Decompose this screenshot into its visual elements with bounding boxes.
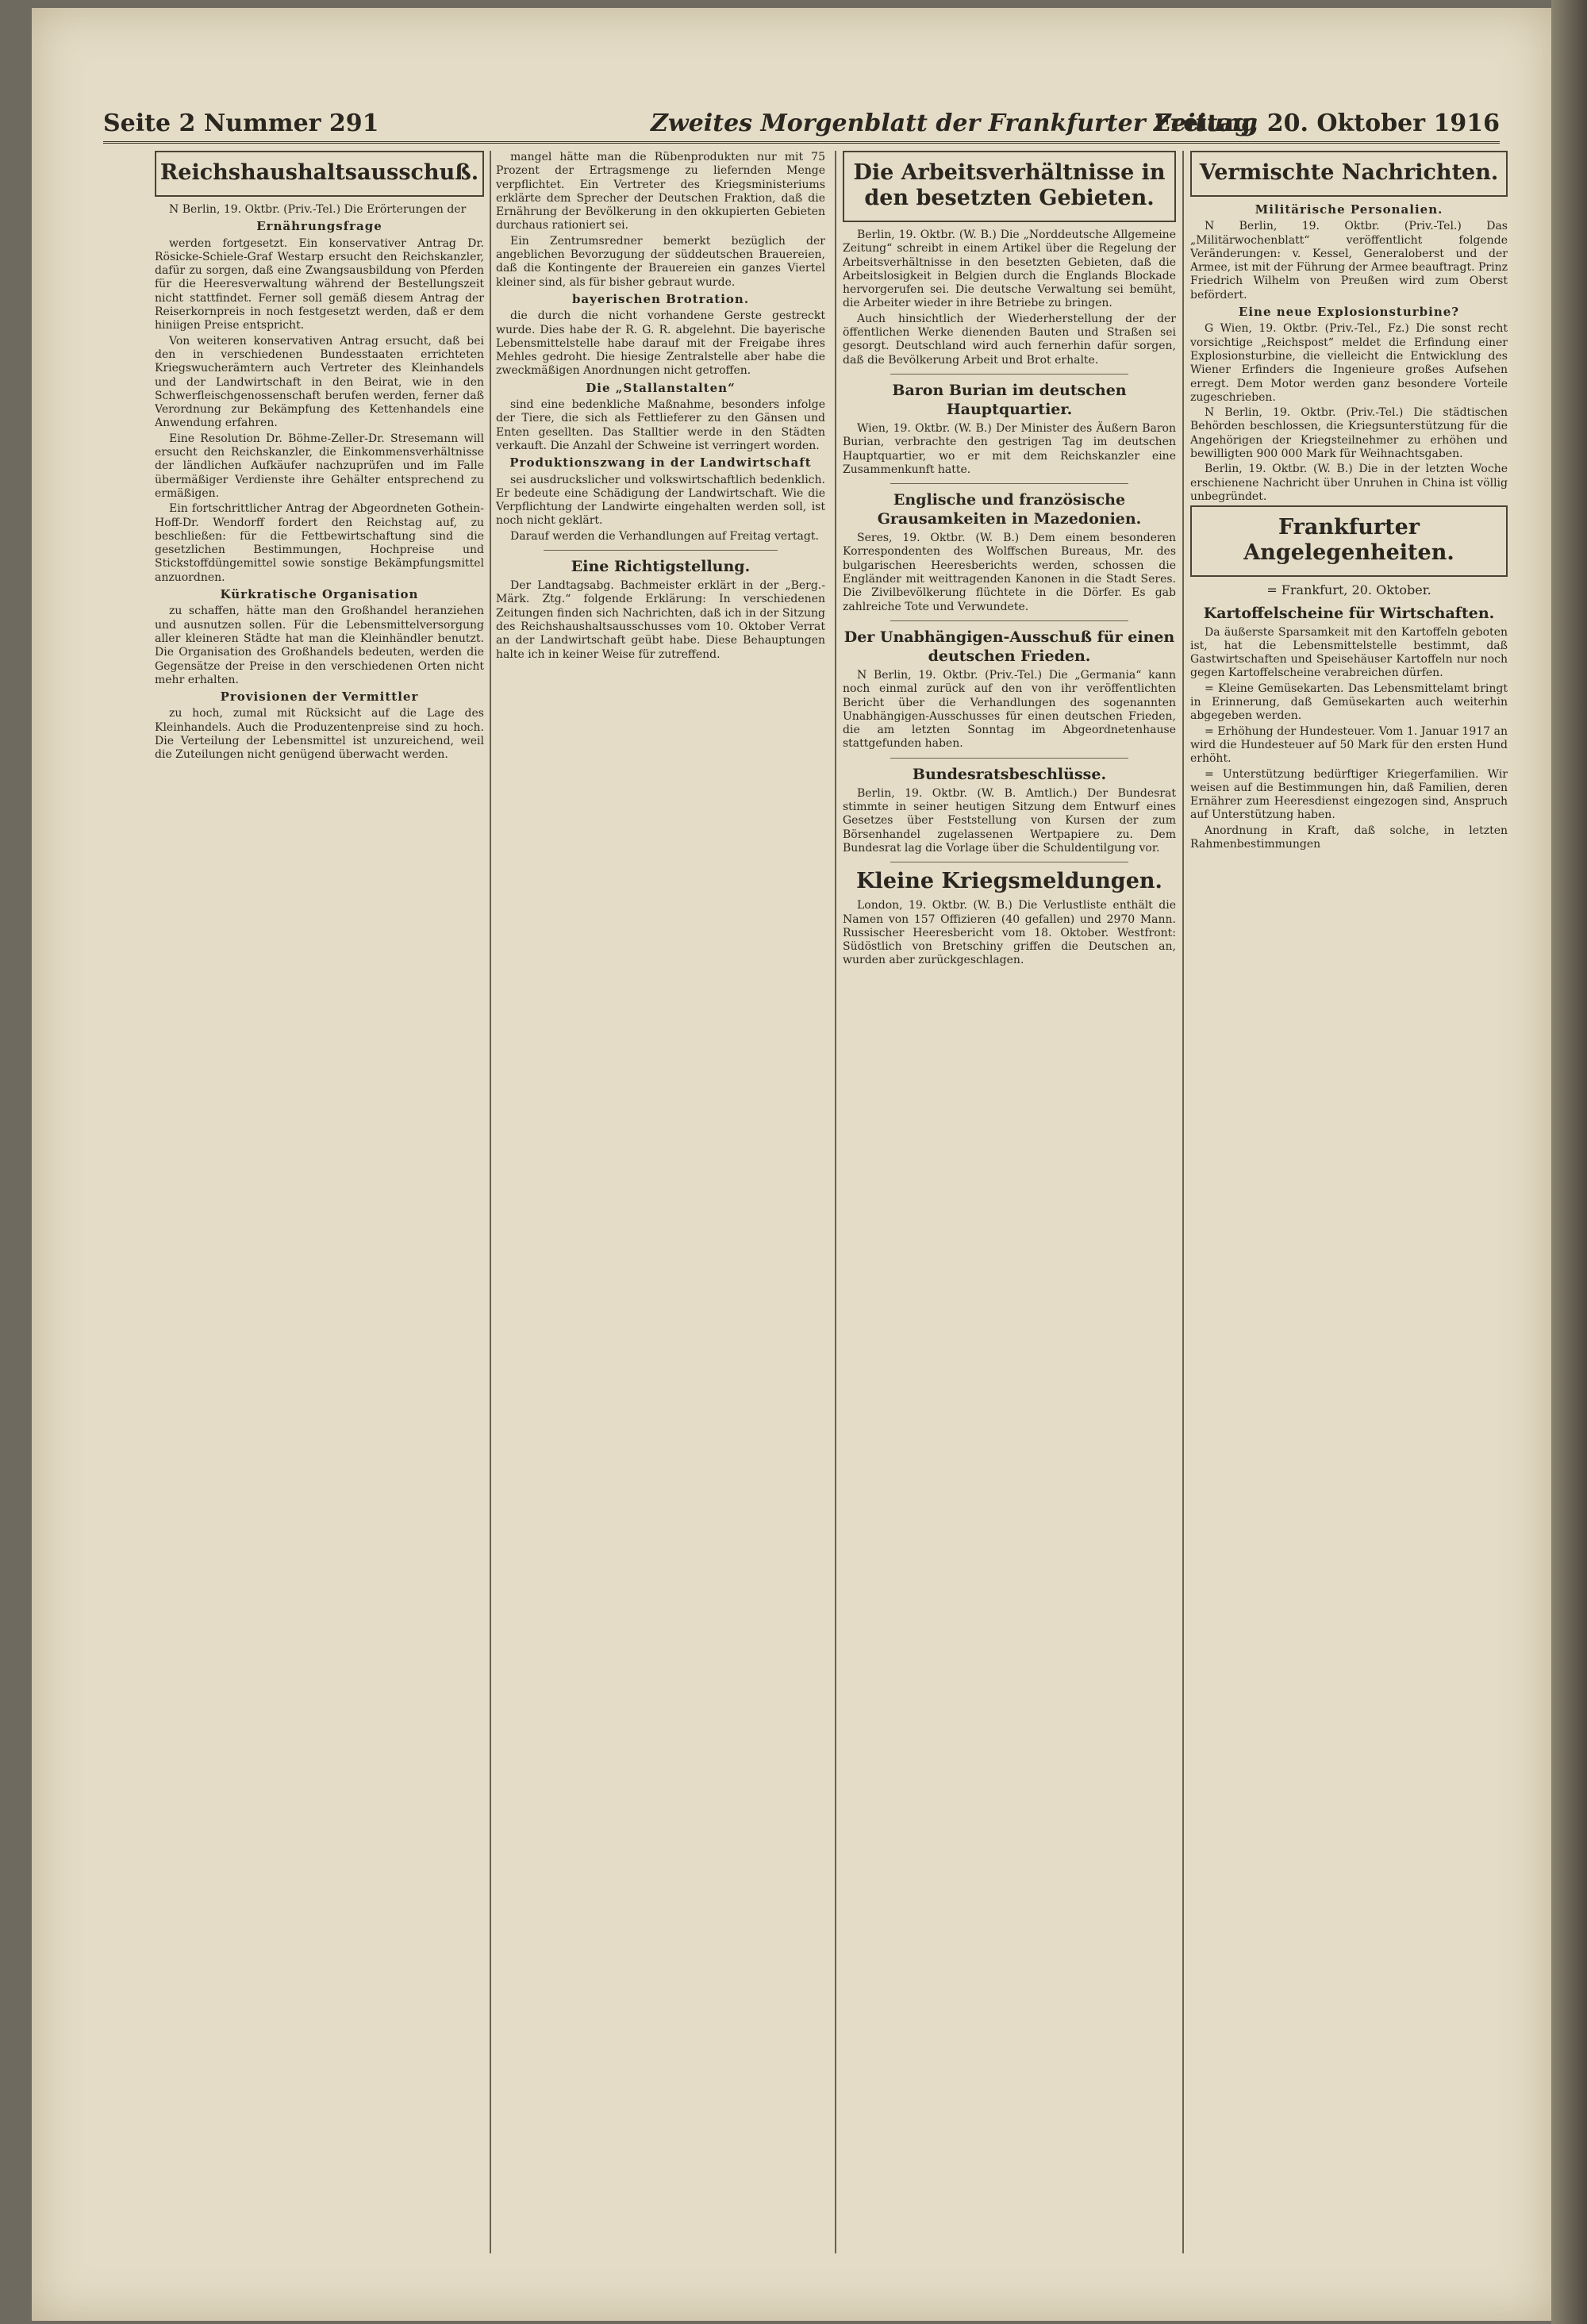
paragraph: Eine Resolution Dr. Böhme-Zeller-Dr. Stresemann will ersucht den Reichskanzler, die Einkommensverhältnisse der ländlichen Aufkäufer nachzuprüfen und im Falle übermäßiger Verdienste ihre Gehälter entsprechend zu ermäßigen. (155, 432, 484, 500)
closing-note: Darauf werden die Verhandlungen auf Freitag vertagt. (510, 529, 819, 543)
article-title: Die Arbeitsverhältnisse in den besetzten Gebieten. (853, 160, 1166, 210)
paragraph: mangel hätte man die Rübenprodukten nur mit 75 Prozent der Ertragsmenge zu liefernden Menge verpflichtet. Ein Vertreter des Kriegsministeriums erklärte dem Sprecher der Deutschen Fraktion, daß die Ernährung der Bevölkerung in den okkupierten Gebieten durchaus rationiert sei. (496, 151, 825, 232)
paragraph: Der Landtagsabg. Bachmeister erklärt in der „Berg.-Märk. Ztg.“ folgende Erklärung: In verschiedenen Zeitungen finden sich Nachrichten, daß ich in der Sitzung des Reichshaushaltsausschusses vom 10. Oktober Verrat an der Landwirtschaft geübt habe. Diese Behauptungen halte ich in keiner Weise für zutreffend. (496, 579, 825, 661)
paragraph: die durch die nicht vorhandene Gerste gestreckt wurde. Dies habe der R. G. R. abgelehnt. Die bayerische Lebensmittelstelle habe darauf mit der Freigabe ihres Mehles gedroht. Die hiesige Zentralstelle aber habe die zweckmäßigen Anordnungen nicht getroffen. (496, 309, 825, 378)
section-title-box (1190, 505, 1508, 577)
article-title: Kleine Kriegsmeldungen. (856, 869, 1162, 894)
paragraph: werden fortgesetzt. Ein konservativer Antrag Dr. Rösicke-Schiele-Graf Westarp ersucht den Reichskanzler, dafür zu sorgen, daß eine Zwangsausbildung von Pferden für die Heeresverwaltung während der Bestellungszeit nicht stattfindet. Ferner soll gemäß diesem Antrag der Reiserkornpreis in noch festgesetzt werden, daß er dem hiniigen Preise entspricht. (155, 236, 484, 332)
paragraph: N Berlin, 19. Oktbr. (Priv.-Tel.) Die „Germania“ kann noch einmal zurück auf den von ihr veröffentlichten Bericht über die Verhandlungen des sogenannten Unabhängigen-Ausschusses für einen deutschen Frieden, die am letzten Sonntag im Abgeordnetenhause stattgefunden haben. (843, 668, 1176, 751)
paragraph: sei ausdruckslicher und volkswirtschaftlich bedenklich. Er bedeute eine Schädigung der Landwirtschaft. Wie die Verpflichtung der Landwirte eingehalten werden soll, ist noch nicht geklärt. (496, 473, 825, 528)
divider (890, 374, 1128, 375)
article-title: Baron Burian im deutschen Hauptquartier. (892, 381, 1127, 418)
paragraph: = Unterstützung bedürftiger Kriegerfamilien. Wir weisen auf die Bestimmungen hin, daß Familien, deren Ernährer zum Heeresdienst eingezogen sind, Anspruch auf Unterstützung haben. (1190, 767, 1508, 822)
dateline: N Berlin, 19. Oktbr. (Priv.-Tel.) Die Erörterungen der (169, 203, 467, 216)
subheading: Provisionen der Vermittler (220, 690, 419, 705)
paragraph: Anordnung in Kraft, daß solche, in letzten Rahmenbestimmungen (1190, 824, 1508, 851)
dateline: = Frankfurt, 20. Oktober. (1266, 582, 1431, 598)
column-1 (155, 151, 484, 2253)
subheading: Ernährungsfrage (256, 219, 382, 234)
paragraph: London, 19. Oktbr. (W. B.) Die Verlustliste enthält die Namen von 157 Offizieren (40 gefallen) und 2970 Mann. Russischer Heeresbericht vom 18. Oktober. Westfront: Südöstlich von Bretschiny griffen die Deutschen an, wurden aber zurückgeschlagen. (843, 899, 1176, 967)
column-4 (1190, 151, 1508, 2253)
subheading: bayerischen Brotration. (571, 291, 750, 306)
paragraph: Da äußerste Sparsamkeit mit den Kartoffeln geboten ist, hat die Lebensmittelstelle bestimmt, daß Gastwirtschaften und Speisehäuser Kartoffeln nur noch gegen Kartoffelscheine verabreichen dürfen. (1190, 625, 1508, 680)
article-title: Reichshaushaltsausschuß. (159, 160, 479, 185)
paragraph: sind eine bedenkliche Maßnahme, besonders infolge der Tiere, die sich als Fettlieferer zu den Gänsen und Enten gesellten. Das Stalltier werde in den Städten verkauft. Die Anzahl der Schweine ist verringert worden. (496, 398, 825, 452)
article-title: Der Unabhängigen-Ausschuß für einen deutschen Frieden. (843, 628, 1175, 665)
page-number-label: Seite 2 Nummer 291 (103, 109, 379, 137)
article-title-box (1190, 151, 1508, 197)
article-title-box (843, 151, 1176, 222)
paragraph: Ein Zentrumsredner bemerkt bezüglich der angeblichen Bevorzugung der süddeutschen Brauereien, daß die Kontingente der Brauereien ein ganzes Viertel kleiner sind, als für bisher gebraut wurde. (496, 234, 825, 289)
column-rule (835, 151, 836, 2253)
book-spine (1551, 0, 1587, 2324)
article-title-box (155, 151, 484, 197)
paragraph: Wien, 19. Oktbr. (W. B.) Der Minister des Äußern Baron Burian, verbrachte den gestrigen Tag im deutschen Hauptquartier, wo er mit dem Reichskanzler eine Zusammenkunft hatte. (843, 421, 1176, 476)
article-title: Englische und französische Grausamkeiten in Mazedonien. (877, 491, 1142, 528)
paragraph: zu hoch, zumal mit Rücksicht auf die Lage des Kleinhandels. Auch die Produzentenpreise sind zu hoch. Die Verteilung der Lebensmittel ist unzureichend, weil die Zuteilungen nicht genügend überwacht werden. (155, 707, 484, 762)
subheading: Kürkratische Organisation (220, 587, 419, 602)
paragraph: Berlin, 19. Oktbr. (W. B. Amtlich.) Der Bundesrat stimmte in seiner heutigen Sitzung dem Entwurf eines Gesetzes über Feststellung von Kursen der zum Börsenhandel zugelassenen Wertpapiere zu. Dem Bundesrat lag die Vorlage über die Schuldentilgung vor. (843, 786, 1176, 855)
paragraph: Ein fortschrittlicher Antrag der Abgeordneten Gothein-Hoff-Dr. Wendorff fordert den Reichstag auf, zu beschließen: für die Fettbewirtschaftung sind die gesetzlichen Bestimmungen, Hochpreise und Stickstoffdüngemittel sowie sonstige Bekämpfungsmittel anzuordnen. (155, 502, 484, 584)
paragraph: G Wien, 19. Oktbr. (Priv.-Tel., Fz.) Die sonst recht vorsichtige „Reichspost“ meldet die Erfindung einer Explosionsturbine, die vielleicht die Entwicklung des Wiener Erfinders die Ingenieure großes Aufsehen erregt. Dem Motor werden ganz besondere Vorteile zugeschrieben. (1190, 322, 1508, 404)
page-header (103, 109, 1500, 144)
divider (544, 550, 778, 551)
paragraph: Von weiteren konservativen Antrag ersucht, daß bei den in verschiedenen Bundesstaaten errichteten Kriegswucherämtern auch Vertreter des Kleinhandels und der Landwirtschaft in den Beirat, wie in den Schwerfleischgenossenschaft berufen werden, ferner daß Verordnung zur Bekämpfung des Kettenhandels eine Anwendung erfahren. (155, 334, 484, 430)
column-3 (843, 151, 1176, 2253)
column-rule (490, 151, 491, 2253)
subheading: Eine neue Explosionsturbine? (1238, 305, 1460, 320)
column-2 (496, 151, 825, 2253)
subheading: Militärische Personalien. (1255, 202, 1443, 217)
paragraph: N Berlin, 19. Oktbr. (Priv.-Tel.) Die städtischen Behörden beschlossen, die Kriegsunterstützung für die Angehörigen der Kriegsteilnehmer zu erhöhen und bewilligten 900 000 Mark für Weihnachtsgaben. (1190, 406, 1508, 461)
article-title: Bundesratsbeschlüsse. (912, 765, 1107, 783)
paragraph: zu schaffen, hätte man den Großhandel heranziehen und ausnutzen sollen. Für die Lebensmittelversorgung aller kleineren Städte hat man die Kleinhändler benutzt. Die Organisation des Großhandels bedeuten, werden die Gegensätze der Preise in den verschiedenen Orten nicht mehr erhalten. (155, 605, 484, 686)
divider (890, 483, 1128, 484)
paragraph: Auch hinsichtlich der Wiederherstellung der der öffentlichen Werke dienenden Bauten und Straßen sei gesorgt. Deutschland wird auch fernerhin dafür sorgen, daß die Bevölkerung Arbeit und Brot erhalte. (843, 312, 1176, 367)
divider (890, 620, 1128, 621)
paragraph: N Berlin, 19. Oktbr. (Priv.-Tel.) Das „Militärwochenblatt“ veröffentlicht folgende Veränderungen: v. Kessel, Generaloberst und der Armee, ist mit der Führung der Armee beauftragt. Prinz Friedrich Wilhelm von Preußen wird zum Oberst befördert. (1190, 220, 1508, 302)
article-title: Vermischte Nachrichten. (1199, 160, 1499, 185)
paragraph: = Erhöhung der Hundesteuer. Vom 1. Januar 1917 an wird die Hundesteuer auf 50 Mark für den ersten Hund erhöht. (1190, 724, 1508, 766)
divider (890, 758, 1128, 759)
paragraph: Berlin, 19. Oktbr. (W. B.) Die „Norddeutsche Allgemeine Zeitung“ schreibt in einem Artikel über die Regelung der Arbeitsverhältnisse in den besetzten Gebieten, daß die Arbeitslosigkeit in Belgien durch die Englands Blockade hervorgerufen sei. Die deutsche Verwaltung sei bemüht, die Arbeiter wieder in ihre Betriebe zu bringen. (843, 229, 1176, 310)
paragraph: Berlin, 19. Oktbr. (W. B.) Die in der letzten Woche erschienene Nachricht über Unruhen in China ist völlig unbegründet. (1190, 463, 1508, 503)
subheading: Produktionszwang in der Landwirtschaft (509, 455, 812, 471)
article-title: Eine Richtigstellung. (571, 558, 751, 576)
issue-date: Freitag, 20. Oktober 1916 (1154, 109, 1500, 137)
masthead: Zweites Morgenblatt der Frankfurter Zeitung (651, 109, 1258, 137)
subheading: Die „Stallanstalten“ (586, 380, 736, 395)
paragraph: Seres, 19. Oktbr. (W. B.) Dem einem besonderen Korrespondenten des Wolffschen Bureaus, Mr. des bulgarischen Heeresberichts werden, schossen die Engländer mit weittragenden Kanonen in die Stadt Seres. Die Zivilbevölkerung flüchtete in die Dörfer. Es gab zahlreiche Tote und Verwundete. (843, 532, 1176, 613)
column-rule (1182, 151, 1184, 2253)
paragraph: = Kleine Gemüsekarten. Das Lebensmittelamt bringt in Erinnerung, daß Gemüsekarten auch weiterhin abgegeben werden. (1190, 682, 1508, 723)
section-title: Frankfurter Angelegenheiten. (1243, 515, 1454, 566)
article-title: Kartoffelscheine für Wirtschaften. (1203, 604, 1495, 622)
